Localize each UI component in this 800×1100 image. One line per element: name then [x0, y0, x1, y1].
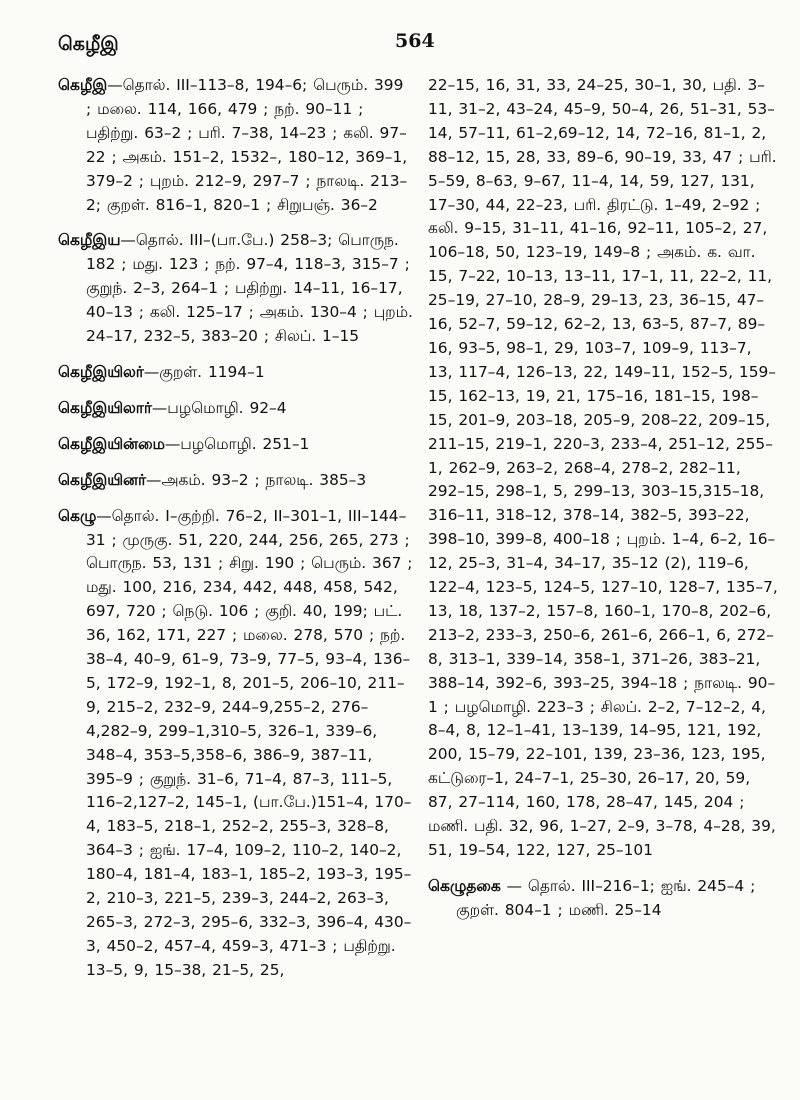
entry-references: —தொல். III–(பா.பே.) 258–3; பொருந. 182 ; மது. 123 ; நற். 97–4, 118–3, 315–7 ; குறுந். 2–3, 264–1 ; பதிற்று. 14–11, 16–17, 40–13 ; கலி. 125–17 ; அகம். 130–4 ; புறம். 24–17, 232–5, 383–20 ; சிலப். 1–15 [86, 231, 413, 346]
entry-references: —பழமொழி. 92–4 [151, 398, 287, 417]
entry-continuation: 22–15, 16, 31, 33, 24–25, 30–1, 30, பதி. 3–11, 31–2, 43–24, 45–9, 50–4, 26, 51–31, 53–14, 57–11, 61–2,69–12, 14, 72–16, 81–1, 2, 88–12, 15, 28, 33, 89–6, 90–19, 33, 47 ; பரி. 5–59, 8–63, 9–67, 11–4, 14, 59, 127, 131, 17–30, 44, 22–23, பரி. திரட்டு. 1–49, 2–92 ; கலி. 9–15, 31–11, 41–16, 92–11, 105–2, 27, 106–18, 50, 123–19, 149–8 ; அகம். க. வா. 15, 7–22, 10–13, 13–11, 17–1, 11, 22–2, 11, 25–19, 27–10, 28–9, 29–13, 23, 36–15, 47–16, 52–7, 59–12, 62–2, 13, 63–5, 87–7, 89–16, 93–5, 98–1, 29, 103–7, 109–9, 113–7, 13, 117–4, 126–13, 22, 149–11, 152–5, 159–15, 162–13, 19, 21, 175–16, 181–15, 198–15, 201–9, 203–18, 205–9, 208–22, 209–15, 211–15, 219–1, 220–3, 233–4, 251–12, 255–1, 262–9, 263–2, 268–4, 278–2, 282–11, 292–15, 298–1, 5, 299–13, 303–15,315–18, 316–11, 318–12, 378–14, 382–5, 393–22, 398–10, 399–8, 400–18 ; புறம். 1–4, 6–2, 16–12, 25–3, 31–4, 34–17, 35–12 (2), 119–6, 122–4, 123–5, 124–5, 127–10, 128–7, 135–7, 13, 18, 137–2, 157–8, 160–1, 170–8, 202–6, 213–2, 233–3, 250–6, 261–6, 266–1, 6, 272–8, 313–1, 339–14, 358–1, 371–26, 383–21, 388–14, 392–6, 393–25, 394–18 ; நாலடி. 90–1 ; பழமொழி. 223–3 ; சிலப். 2–2, 7–12–2, 4, 8–4, 8, 12–1–41, 13–139, 14–95, 121, 192, 200, 15–79, 22–101, 139, 23–36, 123, 195, கட்டுரை–1, 24–7–1, 25–30, 26–17, 20, 59, 87, 27–114, 160, 178, 28–47, 145, 204 ; மணி. பதி. 32, 96, 1–27, 2–9, 3–78, 4–28, 39, 51, 19–54, 122, 127, 25–101 [428, 76, 778, 859]
entry-references: —பழமொழி. 251–1 [164, 434, 310, 453]
index-entry [58, 229, 413, 349]
index-entry [58, 433, 413, 457]
entry-headword: கெழீஇ [58, 76, 108, 94]
index-entry [58, 469, 413, 493]
entry-headword: கெழீஇய [58, 231, 121, 250]
right-column [428, 74, 778, 935]
page-number: 564 [395, 30, 435, 52]
entry-headword: கெழீஇயிலார் [58, 398, 152, 417]
entry-headword: கெழீஇயின்மை [58, 434, 165, 453]
entry-references: —குறள். 1194–1 [143, 362, 265, 381]
entry-headword: கெழு [58, 506, 97, 525]
entry-headword: கெழீஇயினர் [58, 470, 146, 489]
entry-references: —தொல். I–குற்றி. 76–2, II–301–1, III–144–31 ; முருகு. 51, 220, 244, 256, 265, 273 ; பொருந. 53, 131 ; சிறு. 190 ; பெரும். 367 ; மது. 100, 216, 234, 442, 448, 458, 542, 697, 720 ; நெடு. 106 ; குறி. 40, 199; பட். 36, 162, 171, 227 ; மலை. 278, 570 ; நற். 38–4, 40–9, 61–9, 73–9, 77–5, 93–4, 136–5, 172–9, 192–1, 8, 201–5, 206–10, 211–9, 215–2, 232–9, 244–9,255–2, 276–4,282–9, 299–1,310–5, 326–1, 339–6, 348–4, 353–5,358–6, 386–9, 387–11, 395–9 ; குறுந். 31–6, 71–4, 87–3, 111–5, 116–2,127–2, 145–1, (பா.பே.)151–4, 170–4, 183–5, 218–1, 252–2, 255–3, 328–8, 364–3 ; ஐங். 17–4, 109–2, 110–2, 140–2, 180–4, 181–4, 183–1, 185–2, 193–3, 195–2, 210–3, 221–5, 239–3, 244–2, 263–3, 265–3, 272–3, 295–6, 332–3, 396–4, 430–3, 450–2, 457–4, 459–3, 471–3 ; பதிற்று. 13–5, 9, 15–38, 21–5, 25, [86, 506, 413, 979]
index-entry [58, 505, 413, 983]
index-entry [58, 361, 413, 385]
index-entry [58, 74, 413, 217]
running-head: கெழீஇ [58, 33, 119, 55]
entry-references: — தொல். III–216–1; ஐங். 245–4 ; குறள். 804–1 ; மணி. 25–14 [456, 876, 756, 919]
entry-headword: கெழுதகை [428, 876, 501, 895]
entry-headword: கெழீஇயிலர் [58, 362, 144, 381]
index-entry [428, 875, 778, 923]
left-column [58, 74, 413, 995]
index-entry [58, 397, 413, 421]
entry-references: —தொல். III–113–8, 194–6; பெரும். 399 ; மலை. 114, 166, 479 ; நற். 90–11 ; பதிற்று. 63–2 ; பரி. 7–38, 14–23 ; கலி. 97–22 ; அகம். 151–2, 1532–, 180–12, 369–1, 379–2 ; புறம். 212–9, 297–7 ; நாலடி. 213–2; குறள். 816–1, 820–1 ; சிறுபஞ். 36–2 [86, 76, 408, 214]
entry-references: —அகம். 93–2 ; நாலடி. 385–3 [146, 470, 367, 489]
